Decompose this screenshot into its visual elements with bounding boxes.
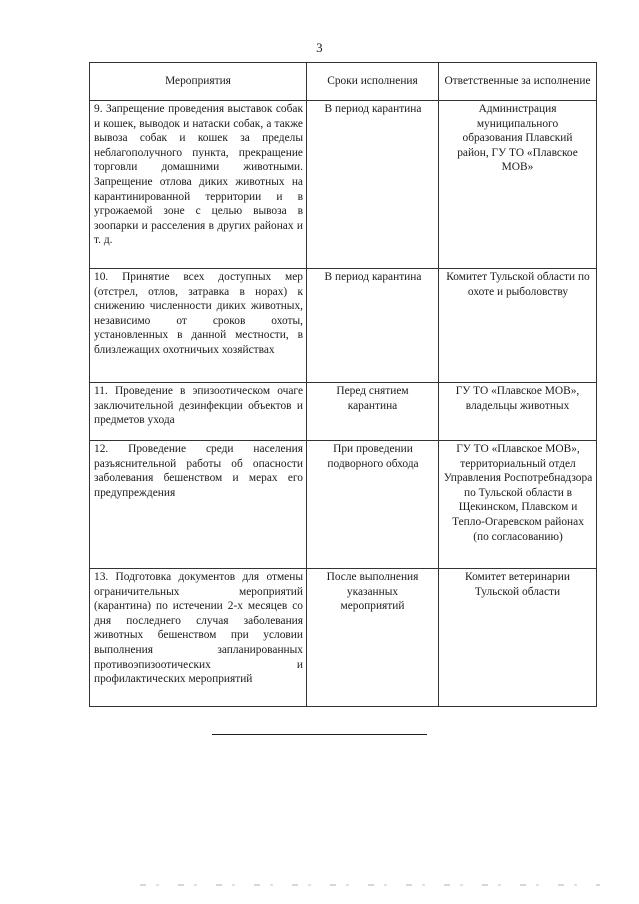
activity-cell: 12. Проведение среди населения разъяснительной работы об опасности заболевания бешенством и мерах его предупреждения — [90, 441, 307, 569]
term-cell: Перед снятием карантина — [307, 383, 439, 441]
responsible-cell: Комитет Тульской области по охоте и рыболовству — [439, 269, 597, 383]
header-activities: Мероприятия — [90, 63, 307, 101]
term-cell: В период карантина — [307, 101, 439, 269]
closing-rule-line — [212, 734, 427, 735]
scan-artifact — [140, 884, 600, 886]
responsible-cell: Администрация муниципального образования Плавский район, ГУ ТО «Плавское МОВ» — [439, 101, 597, 269]
header-responsible-label: Ответственные за исполнение — [444, 74, 591, 87]
responsible-cell: ГУ ТО «Плавское МОВ», владельцы животных — [439, 383, 597, 441]
term-cell: При проведении подворного обхода — [307, 441, 439, 569]
activity-cell: 13. Подготовка документов для отмены ограничительных мероприятий (карантина) по истечении 2-х месяцев со дня последнего случая заболевания животных бешенством при условии выполнения запланированных противоэпизоотических и профилактических мероприятий — [90, 569, 307, 707]
header-terms: Сроки исполнения — [307, 63, 439, 101]
term-cell: В период карантина — [307, 269, 439, 383]
responsible-cell: ГУ ТО «Плавское МОВ», территориальный отдел Управления Роспотребнадзора по Тульской области в Щекинском, Плавском и Тепло-Огаревском районах (по согласованию) — [439, 441, 597, 569]
page-number: 3 — [316, 40, 323, 55]
term-cell: После выполнения указанных мероприятий — [307, 569, 439, 707]
header-responsible — [439, 63, 597, 101]
responsible-cell: Комитет ветеринарии Тульской области — [439, 569, 597, 707]
activity-cell: 9. Запрещение проведения выставок собак и кошек, выводок и натаски собак, а также вывоза собак и кошек за пределы неблагополучного пункта, прекращение торговли домашними животными. Запрещение отлова диких животных на карантинированной территории и в угрожаемой зоне с целью вывоза в зоопарки и расселения в других районах и т. д. — [90, 101, 307, 269]
activity-cell: 11. Проведение в эпизоотическом очаге заключительной дезинфекции объектов и предметов ухода — [90, 383, 307, 441]
activity-cell: 10. Принятие всех доступных мер (отстрел, отлов, затравка в норах) к снижению численности диких животных, независимо от сроков охоты, установленных в данной местности, в близлежащих охотничьих хозяйствах — [90, 269, 307, 383]
table-header-row — [90, 63, 597, 101]
table-row — [90, 101, 597, 269]
table-row — [90, 383, 597, 441]
measures-table — [89, 62, 597, 707]
table-row — [90, 441, 597, 569]
table-row — [90, 569, 597, 707]
table-row — [90, 269, 597, 383]
